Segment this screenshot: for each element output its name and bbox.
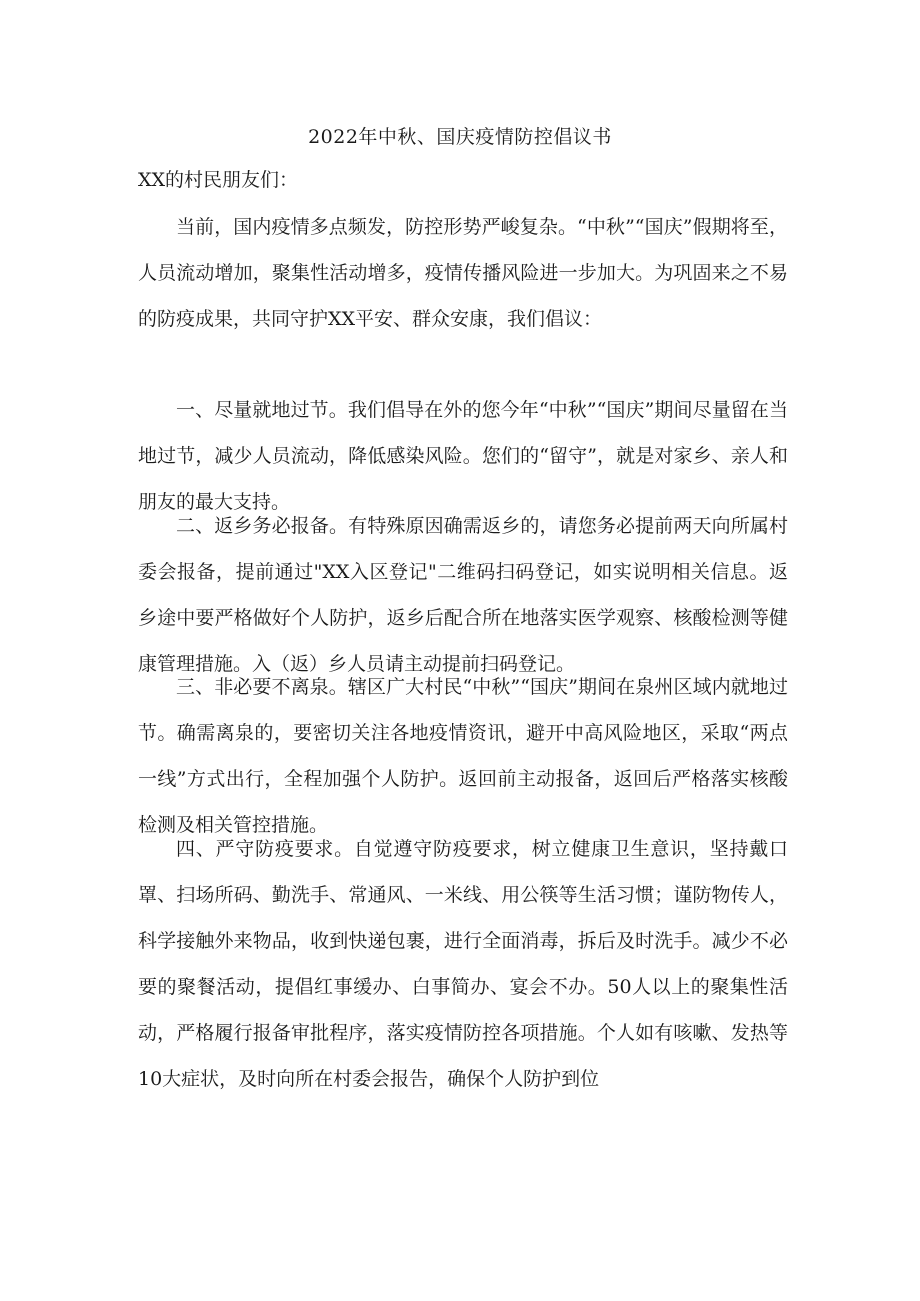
document-title: 2022年中秋、国庆疫情防控倡议书 (308, 126, 612, 148)
salutation: XX的村民朋友们： (138, 169, 299, 191)
paragraph-intro: 当前，国内疫情多点频发，防控形势严峻复杂。“中秋”“国庆”假期将至，人员流动增加，聚集性活动增多，疫情传播风险进一步加大。为巩固来之不易的防疫成果，共同守护XX平安、群众安康，我们倡议： (138, 216, 788, 330)
paragraph-item-2: 二、返乡务必报备。有特殊原因确需返乡的，请您务必提前两天向所属村委会报备，提前通过"XX入区登记"二维码扫码登记，如实说明相关信息。返乡途中要严格做好个人防护，返乡后配合所在地落实医学观察、核酸检测等健康管理措施。入（返）乡人员请主动提前扫码登记。 (138, 515, 788, 675)
paragraph-item-1: 一、尽量就地过节。我们倡导在外的您今年“中秋”“国庆”期间尽量留在当地过节，减少人员流动，降低感染风险。您们的“留守”，就是对家乡、亲人和朋友的最大支持。 (138, 399, 788, 513)
paragraph-item-4: 四、严守防疫要求。自觉遵守防疫要求，树立健康卫生意识，坚持戴口罩、扫场所码、勤洗手、常通风、一米线、用公筷等生活习惯；谨防物传人，科学接触外来物品，收到快递包裹，进行全面消毒，拆后及时洗手。减少不必要的聚餐活动，提倡红事缓办、白事简办、宴会不办。50人以上的聚集性活动，严格履行报备审批程序，落实疫情防控各项措施。个人如有咳嗽、发热等10大症状，及时向所在村委会报告，确保个人防护到位 (138, 838, 788, 1090)
paragraph-item-3: 三、非必要不离泉。辖区广大村民“中秋”“国庆”期间在泉州区域内就地过节。确需离泉的，要密切关注各地疫情资讯，避开中高风险地区，采取“两点一线”方式出行，全程加强个人防护。返回前主动报备，返回后严格落实核酸检测及相关管控措施。 (138, 676, 788, 836)
